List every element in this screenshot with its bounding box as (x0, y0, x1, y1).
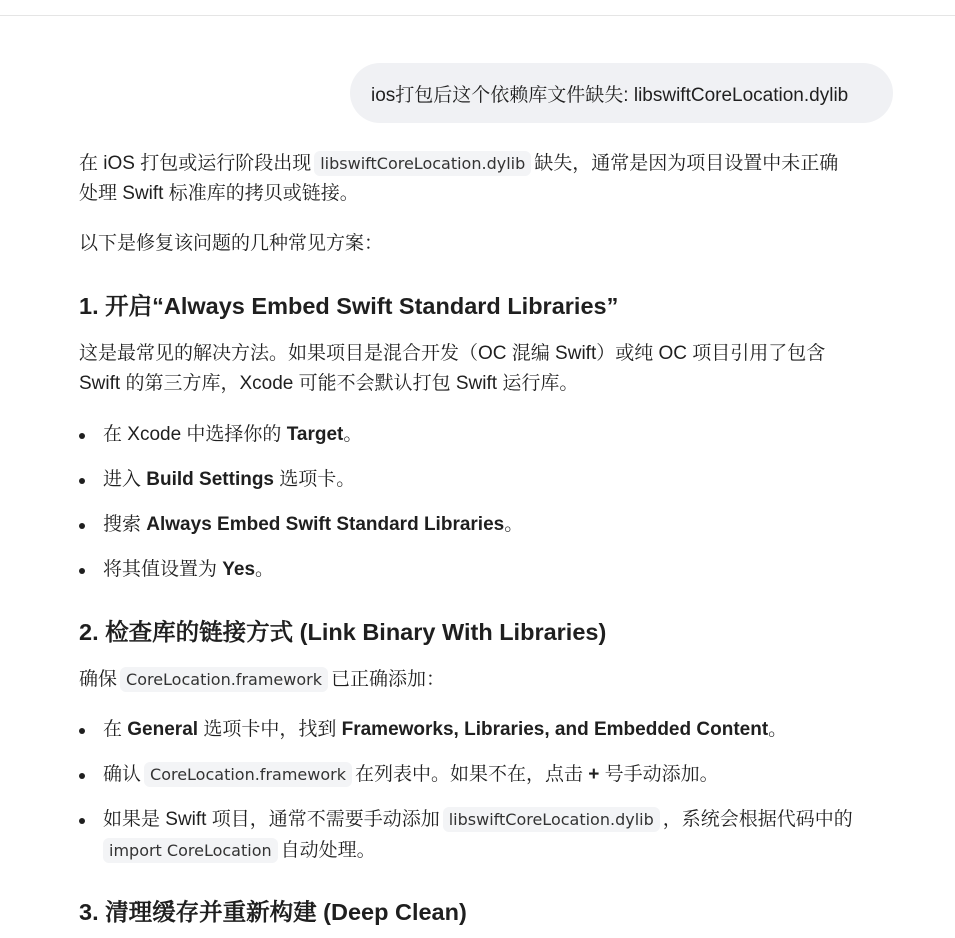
list-bold: Yes (222, 559, 256, 580)
section-1-desc-line-2: Swift 的第三方库，Xcode 可能不会默认打包 Swift 运行库。 (79, 373, 579, 394)
bullet-icon (79, 568, 85, 574)
list-text: 将其值设置为 (103, 559, 223, 580)
lead-text: 已正确添加： (330, 669, 445, 690)
list-bold: General (127, 719, 199, 740)
list-text: ，系统会根据代码中的 (662, 809, 853, 830)
list-bold: + (588, 764, 600, 785)
list-text: 。 (343, 424, 363, 445)
list-text: 进入 (103, 469, 147, 490)
section-1-desc-line-1: 这是最常见的解决方法。如果项目是混合开发（OC 混编 Swift）或纯 OC 项目引用了包含 (79, 343, 826, 364)
bullet-icon (79, 523, 85, 529)
list-bold: Target (286, 424, 344, 445)
list-item (79, 420, 362, 450)
intro-text: 缺失，通常是因为项目设置中未正确 (534, 153, 839, 174)
list-text: 如果是 Swift 项目，通常不需要手动添加 (103, 809, 440, 830)
list-text: 号手动添加。 (599, 764, 719, 785)
list-text: 搜索 (103, 514, 147, 535)
list-item (79, 805, 853, 835)
list-text: 在 Xcode 中选择你的 (103, 424, 287, 445)
section-1-heading: 1. 开启“Always Embed Swift Standard Libraries” (79, 293, 619, 319)
section-2-heading: 2. 检查库的链接方式 (Link Binary With Libraries) (79, 619, 607, 645)
list-text: 。 (255, 559, 275, 580)
list-item (79, 465, 355, 495)
list-text: 在 (103, 719, 128, 740)
list-text: 选项卡中，找到 (198, 719, 342, 740)
list-item (79, 760, 719, 790)
inline-code: libswiftCoreLocation.dylib (314, 151, 531, 176)
lead-text: 确保 (79, 669, 118, 690)
list-bold: Build Settings (146, 469, 275, 490)
list-item-continuation (79, 836, 376, 866)
list-text: 自动处理。 (280, 840, 376, 861)
intro-text: 在 iOS 打包或运行阶段出现 (79, 153, 312, 174)
user-message-text: ios打包后这个依赖库文件缺失: libswiftCoreLocation.dylib (371, 84, 849, 106)
bullet-icon (79, 478, 85, 484)
list-bold: Frameworks, Libraries, and Embedded Content (341, 719, 769, 740)
inline-code: CoreLocation.framework (120, 667, 328, 692)
list-item (79, 510, 523, 540)
lead-paragraph: 以下是修复该问题的几种常见方案： (79, 233, 384, 254)
list-text: 。 (768, 719, 788, 740)
bullet-icon (79, 728, 85, 734)
bullet-icon (79, 773, 85, 779)
list-text: 确认 (103, 764, 142, 785)
section-2-lead (79, 665, 445, 695)
section-3-heading: 3. 清理缓存并重新构建 (Deep Clean) (79, 899, 467, 925)
list-item (79, 715, 787, 745)
intro-line-2: 处理 Swift 标准库的拷贝或链接。 (79, 183, 359, 204)
inline-code: CoreLocation.framework (144, 762, 352, 787)
top-divider (0, 15, 955, 16)
intro-line-1 (79, 149, 838, 179)
list-text: 。 (504, 514, 524, 535)
bullet-icon (79, 818, 85, 824)
inline-code: import CoreLocation (103, 838, 278, 863)
bullet-icon (79, 433, 85, 439)
user-message-bubble (350, 63, 893, 123)
list-text: 在列表中。如果不在，点击 (354, 764, 589, 785)
list-item (79, 555, 274, 585)
inline-code: libswiftCoreLocation.dylib (443, 807, 660, 832)
list-text: 选项卡。 (274, 469, 356, 490)
list-bold: Always Embed Swift Standard Libraries (146, 514, 505, 535)
